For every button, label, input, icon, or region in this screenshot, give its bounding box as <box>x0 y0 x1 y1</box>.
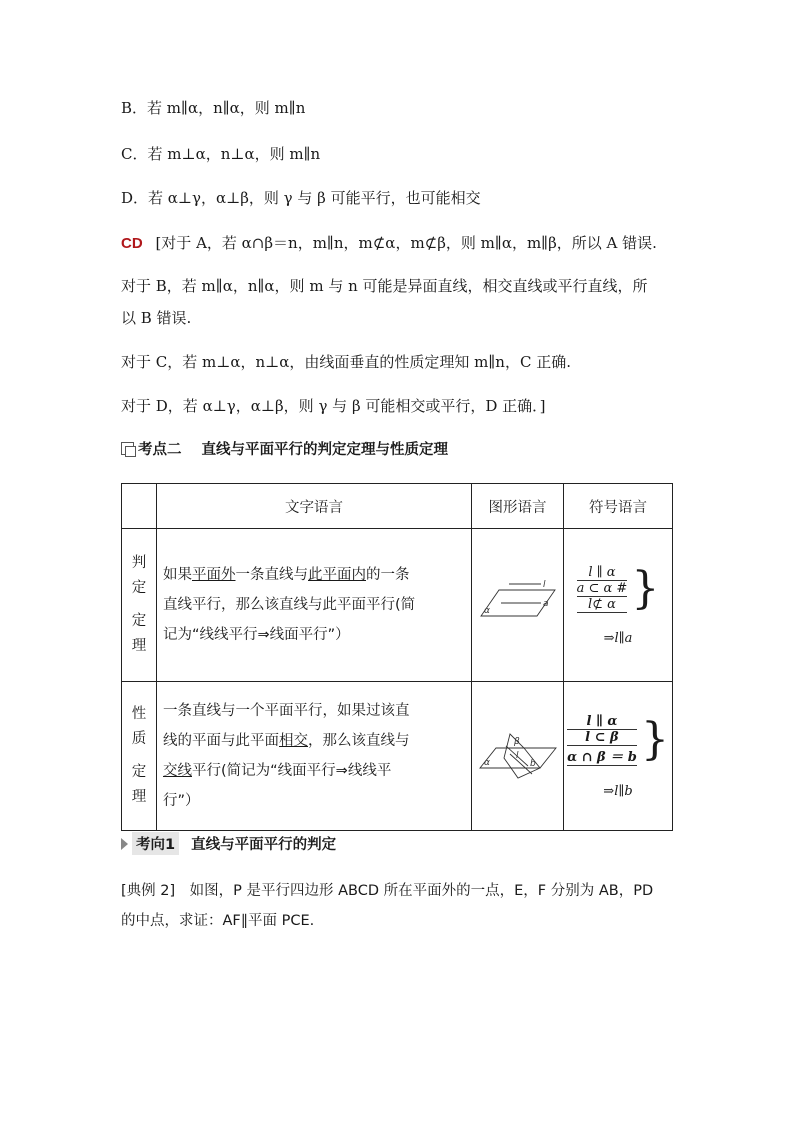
criterion-text: 如果平面外一条直线与此平面内的一条 直线平行，那么该直线与此平面平行(简 记为“线线平行⇒线面平行”） <box>157 529 472 682</box>
property-result: ⇒l∥b <box>603 783 633 799</box>
header-text-language: 文字语言 <box>157 484 472 529</box>
section-icon <box>121 442 134 455</box>
svg-text:l: l <box>542 580 546 590</box>
answer-key: CD <box>121 235 143 252</box>
answer-line-3: 以 B 错误. <box>121 309 192 327</box>
header-symbol-language: 符号语言 <box>564 484 673 529</box>
table-header-row <box>122 484 673 529</box>
direction-title: 直线与平面平行的判定 <box>191 837 337 853</box>
row-label-criterion: 判 定 定 理 <box>122 529 157 682</box>
header-figure-language: 图形语言 <box>472 484 564 529</box>
answer-text-1: [对于 A，若 α∩β＝n，m∥n，m⊄α，m⊄β，则 m∥α，m∥β，所以 A 错误. <box>155 234 657 252</box>
svg-text:a: a <box>542 599 549 609</box>
property-figure <box>472 682 564 831</box>
option-d: D．若 α⊥γ，α⊥β，则 γ 与 β 可能平行，也可能相交 <box>121 189 481 207</box>
svg-text:l: l <box>515 751 519 761</box>
answer-line-1 <box>121 232 657 253</box>
section-label: 考点二 <box>138 442 182 458</box>
answer-line-2: 对于 B，若 m∥α，n∥α，则 m 与 n 可能是异面直线，相交直线或平行直线，所 <box>121 277 648 295</box>
option-b: B．若 m∥α，n∥α，则 m∥n <box>121 99 306 117</box>
section-title: 直线与平面平行的判定定理与性质定理 <box>201 442 448 458</box>
svg-text:b: b <box>529 759 536 769</box>
direction-heading <box>121 832 336 855</box>
example-line-2: 的中点，求证：AF∥平面 PCE. <box>121 913 315 929</box>
criterion-result: ⇒l∥a <box>603 630 633 646</box>
option-c: C．若 m⊥α，n⊥α，则 m∥n <box>121 145 321 163</box>
svg-text:α: α <box>483 758 490 768</box>
criterion-symbols: l ∥ α a ⊂ α # l⊄ α } ⇒l∥a <box>564 529 673 682</box>
example-line-1: [典例 2] 如图，P 是平行四边形 ABCD 所在平面外的一点，E，F 分别为 AB，PD <box>121 883 654 899</box>
section-heading <box>121 438 448 459</box>
answer-line-4: 对于 C，若 m⊥α，n⊥α，由线面垂直的性质定理知 m∥n，C 正确. <box>121 353 571 371</box>
criterion-figure <box>472 529 564 682</box>
row-label-property: 性 质 定 理 <box>122 682 157 831</box>
answer-line-5: 对于 D，若 α⊥γ，α⊥β，则 γ 与 β 可能相交或平行，D 正确．] <box>121 397 546 415</box>
plane-line-figure <box>479 578 557 628</box>
svg-text:α: α <box>483 606 490 616</box>
theorem-table <box>121 483 673 831</box>
triangle-icon <box>121 838 128 850</box>
two-planes-figure <box>478 728 558 780</box>
table-row-criterion <box>122 529 673 682</box>
property-symbols: l ∥ α l ⊂ β α ∩ β ＝ b } ⇒l∥b <box>564 682 673 831</box>
direction-label: 考向1 <box>132 832 179 855</box>
property-text: 一条直线与一个平面平行，如果过该直 线的平面与此平面相交，那么该直线与 交线平行(简记为“线面平行⇒线线平 行”） <box>157 682 472 831</box>
svg-text:β: β <box>513 737 520 747</box>
table-row-property <box>122 682 673 831</box>
